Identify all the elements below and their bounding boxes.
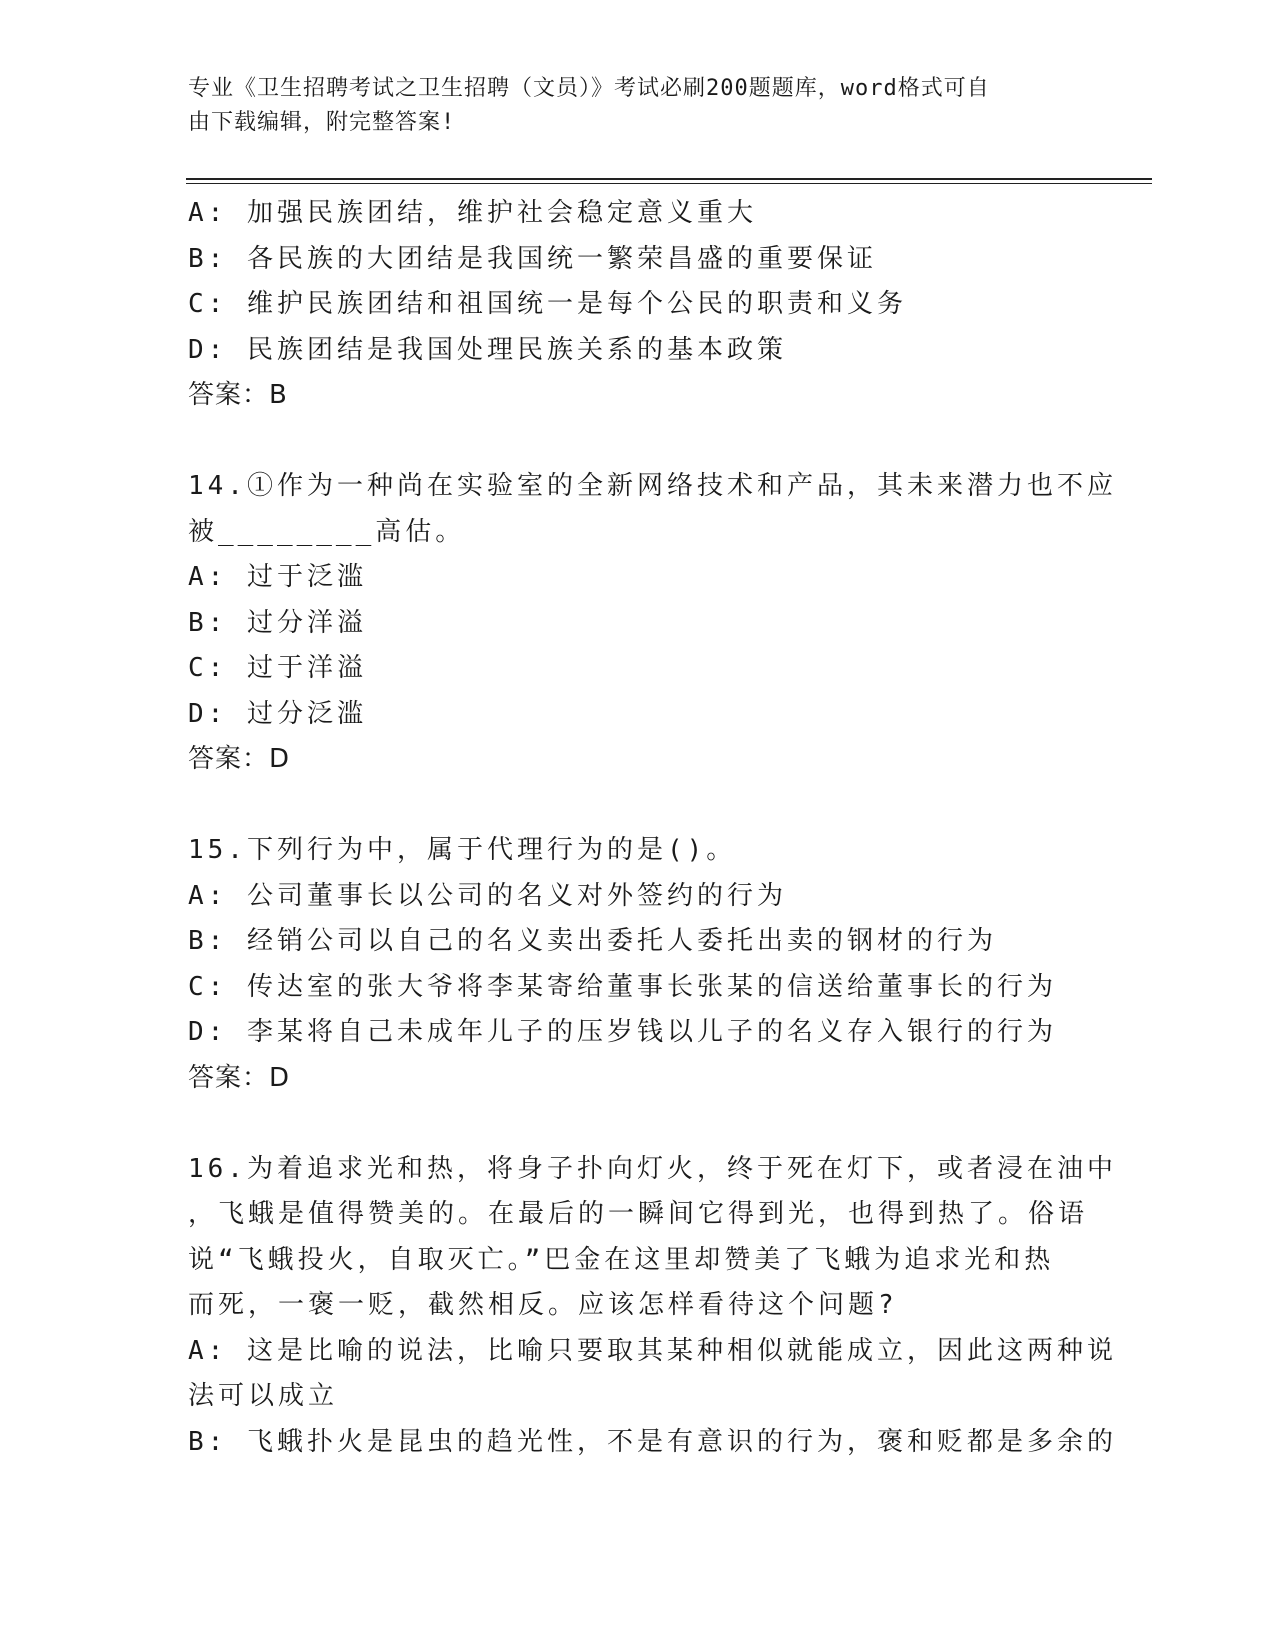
question-stem: 而死，一褒一贬，截然相反。应该怎样看待这个问题? (188, 1290, 898, 1320)
option-c: C: 过于洋溢 (188, 653, 367, 683)
header-line: 专业《卫生招聘考试之卫生招聘（文员）》考试必刷200题题库，word格式可自 (188, 76, 990, 101)
question-16 (188, 1147, 1117, 1466)
answer: 答案：D (188, 1062, 291, 1093)
question-list (188, 191, 1117, 1465)
option-b: B: 各民族的大团结是我国统一繁荣昌盛的重要保证 (188, 243, 877, 274)
document-header (188, 72, 1068, 140)
question-stem: 14.①作为一种尚在实验室的全新网络技术和产品，其未来潜力也不应 (188, 471, 1117, 501)
question-stem: 16.为着追求光和热，将身子扑向灯火，终于死在灯下，或者浸在油中 (188, 1153, 1117, 1184)
question-14 (188, 464, 1117, 783)
header-divider-thin (186, 183, 1152, 184)
answer: 答案：B (188, 380, 288, 410)
option-d: D: 过分泛滥 (188, 698, 367, 729)
option-c: C: 维护民族团结和祖国统一是每个公民的职责和义务 (188, 289, 907, 319)
option-b: B: 经销公司以自己的名义卖出委托人委托出卖的钢材的行为 (188, 926, 997, 956)
option-d: D: 李某将自己未成年儿子的压岁钱以儿子的名义存入银行的行为 (188, 1017, 1057, 1047)
answer: 答案：D (188, 744, 291, 774)
question-stem: ，飞蛾是值得赞美的。在最后的一瞬间它得到光，也得到热了。俗语 (188, 1199, 1089, 1229)
option-a: A: 这是比喻的说法，比喻只要取其某种相似就能成立，因此这两种说 (188, 1335, 1117, 1366)
option-a: A: 加强民族团结，维护社会稳定意义重大 (188, 198, 757, 228)
question-15 (188, 828, 1088, 1101)
option-a: A: 公司董事长以公司的名义对外签约的行为 (188, 880, 787, 911)
header-divider (186, 178, 1152, 180)
option-b: B: 过分洋溢 (188, 607, 367, 638)
question-13 (188, 191, 1088, 419)
option-c: C: 传达室的张大爷将李某寄给董事长张某的信送给董事长的行为 (188, 971, 1057, 1002)
option-b: B: 飞蛾扑火是昆虫的趋光性，不是有意识的行为，褒和贬都是多余的 (188, 1426, 1117, 1457)
question-stem: 15.下列行为中，属于代理行为的是()。 (188, 835, 737, 865)
option-a-continued: 法可以成立 (188, 1381, 339, 1411)
question-stem: 被________高估。 (188, 516, 466, 547)
question-stem: 说“飞蛾投火，自取灭亡。”巴金在这里却赞美了飞蛾为追求光和热 (188, 1244, 1055, 1275)
option-d: D: 民族团结是我国处理民族关系的基本政策 (188, 334, 787, 365)
header-line: 由下载编辑，附完整答案! (188, 110, 456, 135)
option-a: A: 过于泛滥 (188, 562, 367, 592)
